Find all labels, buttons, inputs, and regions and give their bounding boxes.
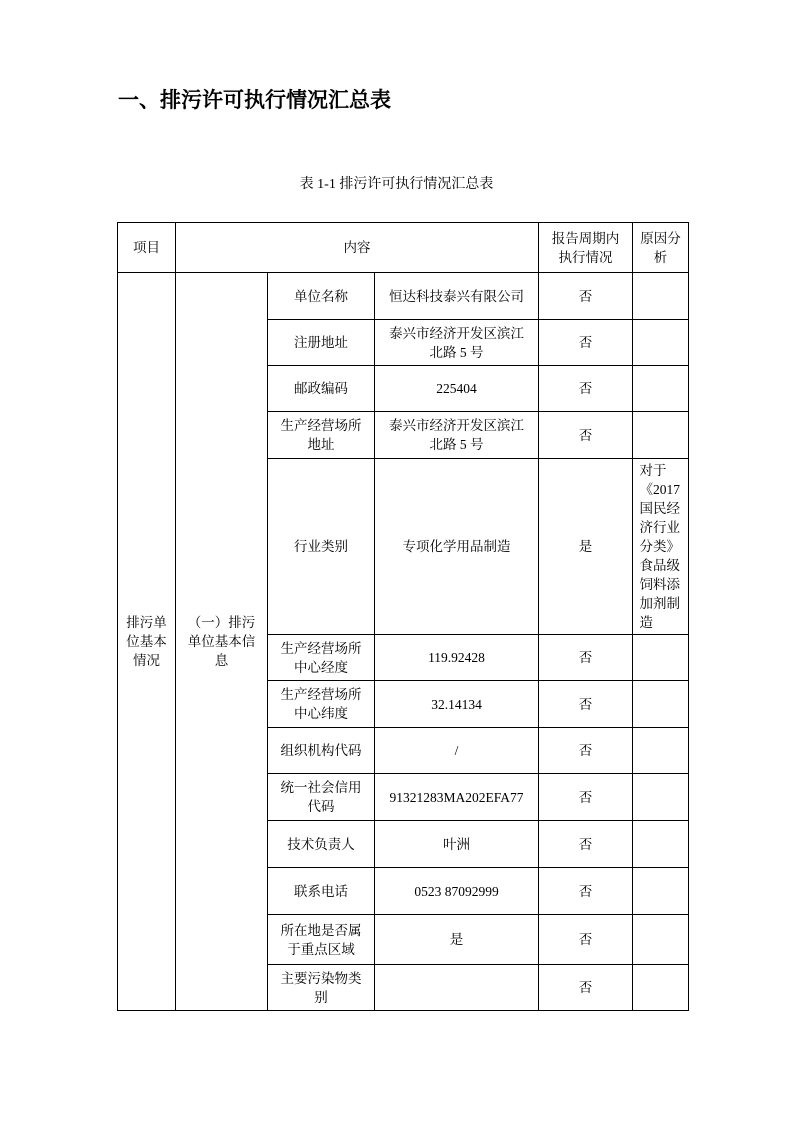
row-reason: [633, 915, 689, 965]
row-label: 单位名称: [268, 273, 375, 320]
row-label: 组织机构代码: [268, 728, 375, 774]
row-label: 生产经营场所地址: [268, 412, 375, 459]
row-label: 邮政编码: [268, 366, 375, 412]
group-cell-section: （一）排污单位基本信息: [176, 273, 268, 1011]
row-value: 叶洲: [375, 821, 539, 868]
row-status: 否: [539, 412, 633, 459]
row-status: 否: [539, 774, 633, 821]
row-label: 注册地址: [268, 320, 375, 366]
row-value: 泰兴市经济开发区滨江北路 5 号: [375, 320, 539, 366]
header-row: [118, 223, 689, 273]
table-row: [118, 273, 689, 320]
row-status: 否: [539, 635, 633, 681]
row-reason: [633, 774, 689, 821]
table-caption: 表 1-1 排污许可执行情况汇总表: [299, 177, 494, 192]
row-value: 91321283MA202EFA77: [375, 774, 539, 821]
row-value: 0523 87092999: [375, 868, 539, 915]
row-reason: 对于《2017国民经济行业分类》食品级饲料添加剂制造: [633, 459, 689, 635]
col-header-execution: 报告周期内执行情况: [539, 223, 633, 273]
row-status: 否: [539, 965, 633, 1011]
row-label: 生产经营场所中心纬度: [268, 681, 375, 728]
group-cell-item: 排污单位基本情况: [118, 273, 176, 1011]
col-header-content: 内容: [176, 223, 539, 273]
row-status: 是: [539, 459, 633, 635]
row-reason: [633, 728, 689, 774]
row-value: 泰兴市经济开发区滨江北路 5 号: [375, 412, 539, 459]
row-reason: [633, 635, 689, 681]
row-value: 32.14134: [375, 681, 539, 728]
row-value: [375, 965, 539, 1011]
row-value: 225404: [375, 366, 539, 412]
row-status: 否: [539, 728, 633, 774]
row-status: 否: [539, 915, 633, 965]
row-reason: [633, 412, 689, 459]
row-value: 是: [375, 915, 539, 965]
row-value: 恒达科技泰兴有限公司: [375, 273, 539, 320]
row-reason: [633, 366, 689, 412]
row-value: 专项化学用品制造: [375, 459, 539, 635]
row-reason: [633, 821, 689, 868]
col-header-item: 项目: [118, 223, 176, 273]
row-status: 否: [539, 681, 633, 728]
row-reason: [633, 681, 689, 728]
page-title: 一、排污许可执行情况汇总表: [118, 89, 391, 112]
row-label: 行业类别: [268, 459, 375, 635]
row-value: /: [375, 728, 539, 774]
row-reason: [633, 868, 689, 915]
row-value: 119.92428: [375, 635, 539, 681]
row-label: 生产经营场所中心经度: [268, 635, 375, 681]
row-status: 否: [539, 821, 633, 868]
row-label: 技术负责人: [268, 821, 375, 868]
row-reason: [633, 273, 689, 320]
row-status: 否: [539, 868, 633, 915]
row-status: 否: [539, 366, 633, 412]
row-reason: [633, 320, 689, 366]
row-reason: [633, 965, 689, 1011]
col-header-reason: 原因分析: [633, 223, 689, 273]
row-label: 统一社会信用代码: [268, 774, 375, 821]
row-status: 否: [539, 273, 633, 320]
row-label: 所在地是否属于重点区域: [268, 915, 375, 965]
permit-summary-table: [117, 222, 689, 1011]
row-label: 主要污染物类别: [268, 965, 375, 1011]
row-status: 否: [539, 320, 633, 366]
row-label: 联系电话: [268, 868, 375, 915]
